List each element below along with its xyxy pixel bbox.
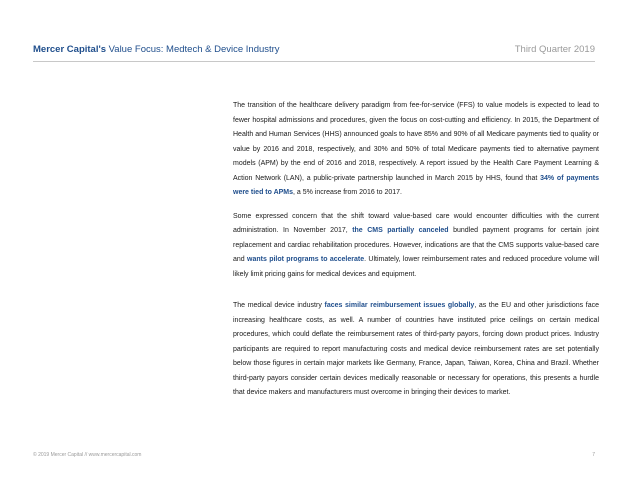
article-body <box>233 99 599 401</box>
paragraph-text: The transition of the healthcare delivery paradigm from fee-for-service (FFS) to value models is expected to lead to fewer hospital admissions and procedures, given the focus on cost-cutting and efficiency. In 2015, the Department of Health and Human Services (HHS) announced goals to have 85% and 90% of all Medicare payments tied to quality or value by 2016 and 2018, respectively, and 30% and 50% of total Medicare payments tied to alternative payment models (APM) by the end of 2016 and 2018, respectively. A report issued by the Health Care Payment Learning & Action Network (LAN), a public-private partnership launched in March 2015 by HHS, found that <box>233 102 599 182</box>
link-cms-canceled[interactable]: the CMS partially canceled <box>352 227 449 234</box>
link-apm-payments[interactable]: 34% of payments were tied to APMs <box>233 174 599 196</box>
header-divider <box>33 61 595 62</box>
paragraph-text: Some expressed concern that the shift toward value-based care would encounter difficulties with the current administration. In November 2017, <box>233 212 599 234</box>
paragraph-text: , a 5% increase from 2016 to 2017. <box>293 189 402 196</box>
link-global-reimbursement[interactable]: faces similar reimbursement issues globally <box>324 302 475 309</box>
paragraph-value-based-transition <box>233 99 599 201</box>
paragraph-global-reimbursement <box>233 299 599 401</box>
footer-copyright: © 2019 Mercer Capital // www.mercercapital.com <box>33 452 142 458</box>
paragraph-text: bundled payment programs for certain joint replacement and cardiac rehabilitation procedures. However, indications are that the CMS supports value-based care and <box>233 227 599 263</box>
paragraph-administration-concern <box>233 210 599 283</box>
page-header <box>33 44 595 60</box>
link-pilot-programs[interactable]: wants pilot programs to accelerate <box>247 256 365 263</box>
header-publication-title: Value Focus: Medtech & Device Industry <box>108 44 280 55</box>
header-brand: Mercer Capital's <box>33 44 107 55</box>
page-footer <box>33 452 595 462</box>
page-number: 7 <box>592 452 595 458</box>
header-quarter: Third Quarter 2019 <box>514 44 595 55</box>
paragraph-text: The medical device industry <box>233 302 325 309</box>
paragraph-text: . Ultimately, lower reimbursement rates and reduced procedure volume will likely limit pricing gains for medical devices and equipment. <box>233 256 599 278</box>
paragraph-text: , as the EU and other jurisdictions face increasing healthcare costs, as well. A number of countries have instituted price ceilings on certain medical procedures, which could deflate the reimbursement rates of third-party payors, forcing down product prices. Industry participants are required to report manufacturing costs and medical device reimbursement rates are set potentially below those figures in certain major markets like Germany, France, Japan, Taiwan, Korea, China and Brazil. Whether third-party payors consider certain devices medically reasonable or necessary for operations, this presents a hurdle that device makers and manufacturers must overcome in bringing their devices to market. <box>233 302 599 396</box>
